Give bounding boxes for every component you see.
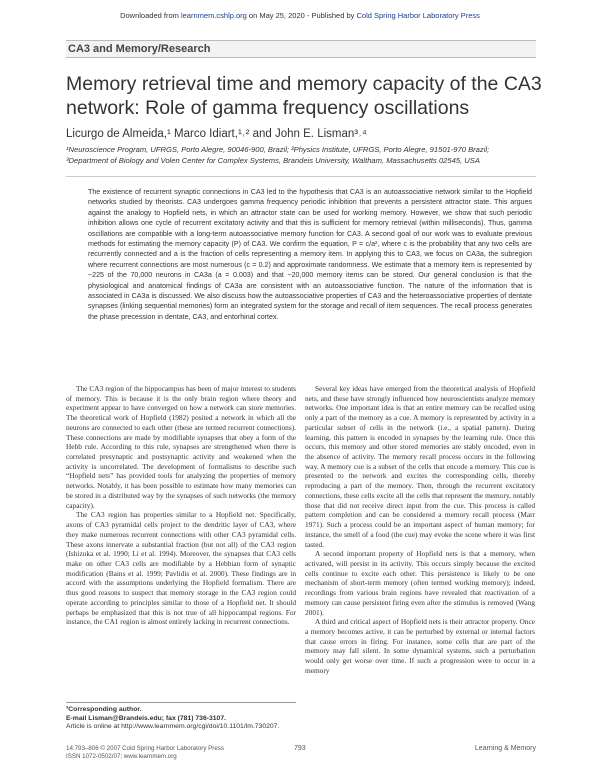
page-number: 793 xyxy=(294,745,306,752)
download-note-middle: on May 25, 2020 - Published by xyxy=(246,11,357,20)
publisher-link[interactable]: Cold Spring Harbor Laboratory Press xyxy=(356,11,480,20)
affiliation-line: ³Department of Biology and Volen Center for Complex Systems, Brandeis University, Waltham, Massachusetts 02545, USA xyxy=(66,156,480,165)
section-label: CA3 and Memory/Research xyxy=(68,43,211,55)
correspondence-note xyxy=(66,702,296,732)
body-paragraph: Several key ideas have emerged from the theoretical analysis of Hopfield nets, and these have strongly influenced how neuroscientists analyze memory networks. One important idea is that an entire memory can be recalled using only a part of the memory as a cue. A memory is represented by activity in a particular subset of cells in the network (i.e., a spatial pattern). During learning, this pattern is encoded in synapses by the learning rule. Once this occurs, this memory and other stored memories are stably encoded, even in the absence of activity. The memory recall process occurs in the following way. A memory cue is a subset of the cells that encode a memory. This cue is presented to the network and excites the corresponding cells, thereby reproducing a part of the memory. Then, through the recurrent excitatory connections, these cells excite all the cells that represent the memory, notably those that did not receive direct input from the cue. This process is called pattern completion and can be considered a memory recall process (Marr 1971). Such a process could be an important aspect of human memory; for instance, the smell of a food (the cue) may evoke the scene where it was first tasted. xyxy=(305,384,535,549)
footer-copyright: 14:793–806 © 2007 Cold Spring Harbor Laboratory Press xyxy=(66,745,224,752)
article-doi[interactable]: Article is online at http://www.learnmem.org/cgi/doi/10.1101/lm.730207. xyxy=(66,723,280,731)
author-list: Licurgo de Almeida,¹ Marco Idiart,¹˒² and John E. Lisman³˒⁴ xyxy=(66,128,367,140)
download-note xyxy=(0,11,600,20)
body-paragraph: The CA3 region of the hippocampus has been of major interest to students of memory. This is because it is the only brain region where theory and experiment appear to have converged on how a network can store memories. The theoretical work of Hopfield (1982) posited a network in which all the neurons are connected to each other (these are termed recurrent connections). These connections are made by modifiable synapses that obey a form of the Hebb rule. According to this rule, synapses are strengthened when there is correlated presynaptic and postsynaptic activity and weakened when the activity is uncorrelated. The development of formalisms to describe such “Hopfield nets” has provided tools for analyzing the properties of memory networks. Notably, it has been possible to estimate how many memories can be stored in a distributed way by the synapses of such networks (the memory capacity). xyxy=(66,384,296,510)
article-title: Memory retrieval time and memory capacity of the CA3 network: Role of gamma frequency oscillations xyxy=(66,73,542,119)
body-column-left xyxy=(66,384,296,700)
source-link[interactable]: learnmem.cshlp.org xyxy=(180,11,247,20)
abstract: The existence of recurrent synaptic connections in CA3 led to the hypothesis that CA3 is an autoassociative network similar to the Hopfield networks studied by theorists. CA3 undergoes gamma frequency periodic inhibition that prevents a persistent attractor state. This argues against the analogy to Hopfield nets, in which an attractor state can be used for working memory. However, we show that such periodic inhibition allows one cycle of recurrent excitatory activity and that this is sufficient for memory retrieval (within milliseconds). Thus, gamma oscillations are compatible with a long-term autoassociative memory function for CA3. A second goal of our work was to evaluate previous methods for estimating the memory capacity (P) of CA3. We confirm the equation, P = c/a², where c is the probability that any two cells are recurrently connected and a is the fraction of cells representing a memory item. In applying this to CA3, we focus on CA3a, the subregion where recurrent connections are most numerous (c = 0.2) and approximate randomness. We estimate that a memory item is represented by ~225 of the 70,000 neurons in CA3a (a = 0.003) and that ~20,000 memory items can be stored. Our general conclusion is that the physiological and anatomical findings of CA3a are consistent with an autoassociative function. The nature of the information that is associated in CA3a is discussed. We also discuss how the autoassociative properties of CA3 and the heteroassociative properties of dentate synapses (linking sequential memories) form an integrated system for the storage and recall of item sequences. The recall process generates the phase precession in dentate, CA3, and entorhinal cortex. xyxy=(88,188,532,321)
affiliation-line: ¹Neuroscience Program, UFRGS, Porto Alegre, 90046-900, Brazil; ²Physics Institute, UFRGS, Porto Alegre, 91501-970 Brazil; xyxy=(66,145,490,154)
download-note-prefix: Downloaded from xyxy=(120,11,181,20)
affiliations xyxy=(66,144,556,166)
body-paragraph: A third and critical aspect of Hopfield nets is their attractor property. Once a memory becomes active, it can be perturbed by external or internal factors that cause errors in firing. For instance, some cells that are part of the memory may fall silent. In some dynamical systems, such a perturbation would only get worse over time. If such a progression were to occur in a memory xyxy=(305,617,535,675)
journal-name: Learning & Memory xyxy=(474,745,536,752)
footer-issn: ISSN 1072-0502/07; www.learnmem.org xyxy=(66,753,177,760)
corresponding-author-label: ³Corresponding author. xyxy=(66,706,142,713)
body-paragraph: A second important property of Hopfield nets is that a memory, when activated, will persist in its activity. This occurs simply because the excited cells continue to excite each other. This persistence is likely to be one mechanism of short-term memory (often termed working memory); indeed, recordings from various brain regions have revealed that reactivation of a memory can cause persistent firing even after the stimulus is removed (Wang 2001). xyxy=(305,549,535,617)
corresponding-email[interactable]: E-mail Lisman@Brandeis.edu; fax (781) 736-3107. xyxy=(66,714,226,722)
footer-citation xyxy=(66,745,266,761)
section-bar xyxy=(66,40,536,58)
body-paragraph: The CA3 region has properties similar to a Hopfield net. Specifically, axons of CA3 pyramidal cells project to the dendritic layer of CA3, where they make numerous recurrent connections with other CA3 pyramidal cells. These axons innervate a substantial fraction (but not all) of the CA3 region (Ishizuka et al. 1990; Li et al. 1994). Moreover, the synapses that CA3 cells make on other CA3 cells are modifiable by a Hebbian form of synaptic modification (Bains et al. 1999; Pavlidis et al. 2000). These findings are in accord with the assumptions underlying the Hopfield formalism. There are thus good reasons to suspect that memory storage in the CA3 region could operate according to principles similar to those of a Hopfield net. It should perhaps be emphasized that this is not true of all hippocampal regions. For instance, the CA1 region is almost entirely lacking in recurrent connections. xyxy=(66,510,296,627)
body-column-right xyxy=(305,384,535,769)
